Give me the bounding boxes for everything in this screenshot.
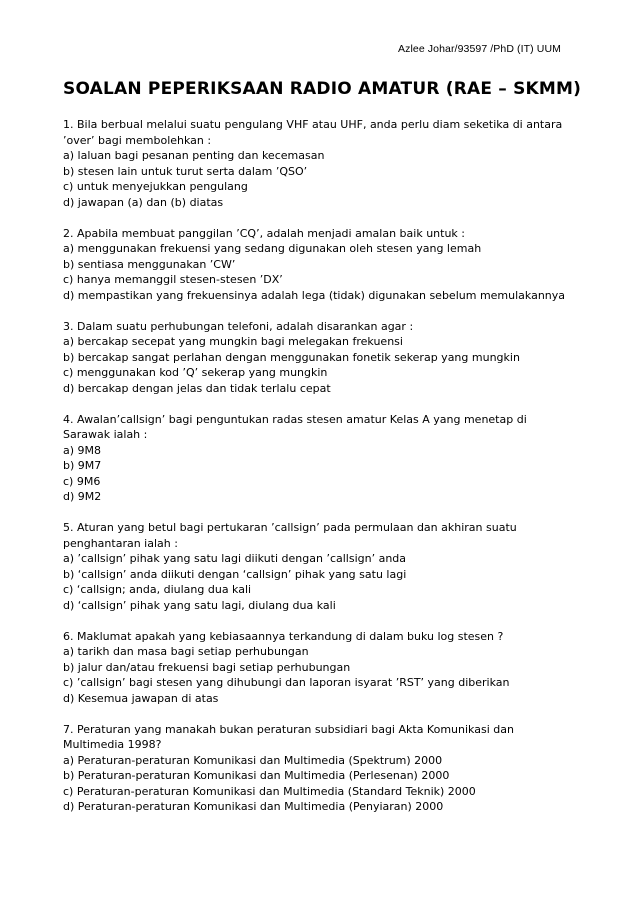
answer-option: c) untuk menyejukkan pengulang [63,180,248,193]
answer-option: c) menggunakan kod ’Q’ sekerap yang mungkin [63,366,328,379]
answer-option: a) tarikh dan masa bagi setiap perhubungan [63,645,309,658]
question-stem: 4. Awalan’callsign’ bagi penguntukan radas stesen amatur Kelas A yang menetap di [63,412,527,426]
answer-option: a) ’callsign’ pihak yang satu lagi diikuti dengan ’callsign’ anda [63,552,407,565]
answer-option: d) Peraturan-peraturan Komunikasi dan Multimedia (Penyiaran) 2000 [63,800,444,813]
answer-option: b) sentiasa menggunakan ’CW’ [63,257,236,271]
answer-option: d) bercakap dengan jelas dan tidak terlalu cepat [63,381,331,395]
answer-option: b) ‘callsign’ anda diikuti dengan ‘callsign’ pihak yang satu lagi [63,567,407,581]
question-stem: ’over’ bagi membolehkan : [63,133,212,147]
answer-option: a) laluan bagi pesanan penting dan kecemasan [63,149,325,162]
question-3 [63,319,573,397]
answer-option: d) mempastikan yang frekuensinya adalah lega (tidak) digunakan sebelum memulakannya [63,288,566,302]
header-author-note: Azlee Johar/93597 /PhD (IT) UUM [398,43,561,55]
answer-option: d) Kesemua jawapan di atas [63,691,219,705]
question-4 [63,412,573,505]
answer-option: d) ‘callsign’ pihak yang satu lagi, diulang dua kali [63,598,336,612]
question-1 [63,117,573,210]
answer-option: a) Peraturan-peraturan Komunikasi dan Multimedia (Spektrum) 2000 [63,753,443,767]
question-list [63,117,573,830]
question-2 [63,226,573,304]
question-7 [63,722,573,815]
question-stem: Sarawak ialah : [63,428,148,441]
question-stem: 5. Aturan yang betul bagi pertukaran ’callsign’ pada permulaan dan akhiran suatu [63,521,517,534]
answer-option: a) menggunakan frekuensi yang sedang digunakan oleh stesen yang lemah [63,242,482,255]
question-stem: 1. Bila berbual melalui suatu pengulang VHF atau UHF, anda perlu diam seketika di antara [63,118,563,131]
answer-option: a) bercakap secepat yang mungkin bagi melegakan frekuensi [63,335,403,348]
question-stem: 3. Dalam suatu perhubungan telefoni, adalah disarankan agar : [63,319,414,333]
page-title: SOALAN PEPERIKSAAN RADIO AMATUR (RAE – SKMM) [63,79,582,99]
question-stem: 6. Maklumat apakah yang kebiasaannya terkandung di dalam buku log stesen ? [63,629,504,643]
answer-option: d) jawapan (a) dan (b) diatas [63,195,224,209]
question-stem: 2. Apabila membuat panggilan ’CQ’, adalah menjadi amalan baik untuk : [63,226,466,240]
question-stem: 7. Peraturan yang manakah bukan peraturan subsidiari bagi Akta Komunikasi dan [63,722,514,736]
answer-option: a) 9M8 [63,443,102,457]
answer-option: c) ’callsign’ bagi stesen yang dihubungi dan laporan isyarat ’RST’ yang diberikan [63,676,510,689]
question-stem: Multimedia 1998? [63,738,162,751]
answer-option: c) ‘callsign; anda, diulang dua kali [63,583,252,596]
answer-option: c) 9M6 [63,474,101,488]
question-stem: penghantaran ialah : [63,536,178,550]
answer-option: d) 9M2 [63,490,102,503]
answer-option: b) jalur dan/atau frekuensi bagi setiap perhubungan [63,660,351,674]
answer-option: c) Peraturan-peraturan Komunikasi dan Multimedia (Standard Teknik) 2000 [63,784,476,798]
question-5 [63,520,573,613]
answer-option: b) Peraturan-peraturan Komunikasi dan Multimedia (Perlesenan) 2000 [63,769,450,782]
question-6 [63,629,573,707]
answer-option: b) bercakap sangat perlahan dengan menggunakan fonetik sekerap yang mungkin [63,350,520,364]
answer-option: b) stesen lain untuk turut serta dalam ’QSO’ [63,164,308,178]
answer-option: c) hanya memanggil stesen-stesen ’DX’ [63,273,283,286]
answer-option: b) 9M7 [63,459,102,472]
